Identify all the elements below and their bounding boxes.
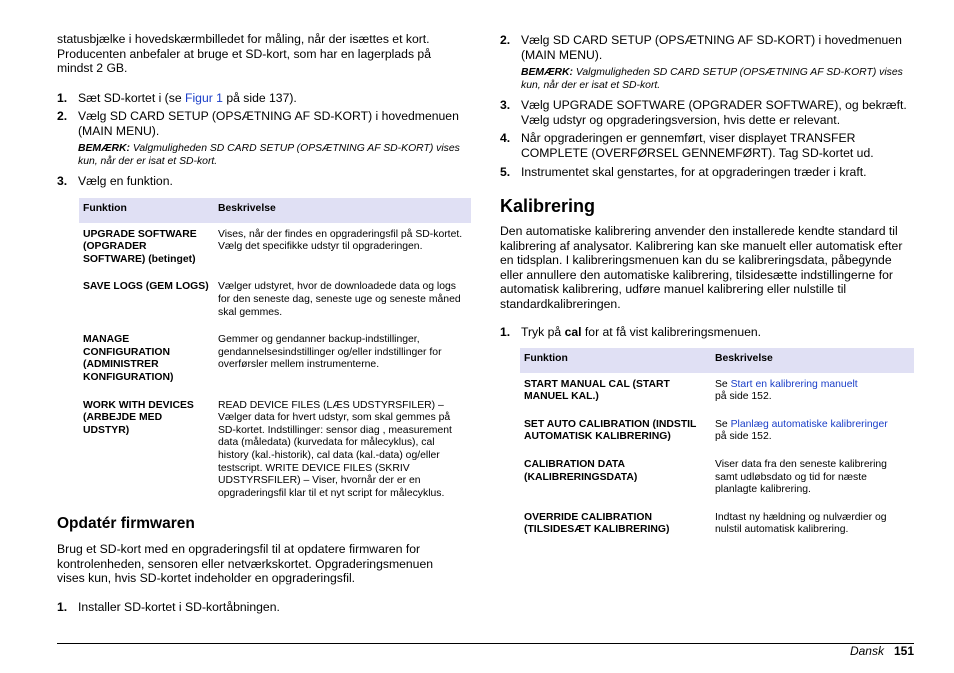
cal-key: cal bbox=[564, 325, 582, 339]
header-function: Funktion bbox=[79, 198, 214, 223]
footer-language: Dansk bbox=[849, 644, 884, 658]
function-name: START MANUAL CAL (START MANUEL KAL.) bbox=[524, 378, 670, 403]
function-name: MANAGE CONFIGURATION (ADMINISTRER KONFIGURATION) bbox=[83, 334, 174, 383]
function-name: UPGRADE SOFTWARE (OPGRADER SOFTWARE) (betinget) bbox=[83, 228, 197, 265]
figure-1-link[interactable]: Figur 1 bbox=[185, 91, 223, 105]
header-description: Beskrivelse bbox=[214, 198, 471, 223]
step-4-transfer-complete: 4. Når opgraderingen er gennemført, viser displayet TRANSFER COMPLETE (OVERFØRSEL GENNEMFØRT). Tag SD-kortet ud. bbox=[500, 131, 874, 160]
firmware-paragraph: Brug et SD-kort med en opgraderingsfil til at opdatere firmwaren for kontrolenheden, sensoren eller netværkskortet. Opgraderingsmenuen vises kun, hvis SD-kortet indeholder en opgraderingsfil. bbox=[57, 542, 433, 586]
calibration-paragraph: Den automatiske kalibrering anvender den installerede kendte standard til kalibrering af analysator. Kalibrering kan ske manuelt eller automatisk efter en tidsplan. I kalibreringsmenuen kan du se kalibreringsdata, påbegynde eller annullere den automatiske kalibrering, tilsidesætte indstillingerne for automatisk kalibrering, udføre manuel kalibrering eller nulstille til standardkalibreringen. bbox=[500, 224, 903, 311]
table-row bbox=[520, 453, 914, 506]
function-description: Se Start en kalibrering manuelt på side 152. bbox=[715, 378, 858, 403]
step-2-select-setup: 2. Vælg SD CARD SETUP (OPSÆTNING AF SD-KORT) i hovedmenuen (MAIN MENU). bbox=[57, 109, 459, 138]
function-name: SAVE LOGS (GEM LOGS) bbox=[83, 281, 209, 293]
page-footer bbox=[850, 644, 914, 658]
function-name: WORK WITH DEVICES (ARBEJDE MED UDSTYR) bbox=[83, 399, 194, 436]
step-number: 1. bbox=[57, 91, 68, 105]
step-1-insert: 1. Sæt SD-kortet i (se Figur 1 på side 137). bbox=[57, 91, 297, 105]
section-heading-firmware: Opdatér firmwaren bbox=[57, 515, 195, 532]
intro-paragraph: statusbjælke i hovedskærmbilledet for måling, når der isættes et kort. Producenten anbefaler at bruge et SD-kort, som har en lagerplads på mindst 2 GB. bbox=[57, 32, 431, 76]
table-row bbox=[79, 328, 471, 393]
table-row bbox=[79, 223, 471, 276]
step-3-upgrade: 3. Vælg UPGRADE SOFTWARE (OPGRADER SOFTWARE), og bekræft. Vælg udstyr og opgraderingsversion, hvis dette er relevant. bbox=[500, 98, 907, 127]
function-description: Vælger udstyret, hvor de downloadede data og logs for den seneste dag, seneste uge og seneste måned skal gemmes. bbox=[218, 281, 461, 318]
function-name: SET AUTO CALIBRATION (INDSTIL AUTOMATISK KALIBRERING) bbox=[524, 418, 697, 443]
footer-divider bbox=[57, 643, 914, 644]
function-description: Viser data fra den seneste kalibrering samt udløbsdato og tid for næste planlagte kalibrering. bbox=[715, 458, 887, 496]
step-3-select-function: 3. Vælg en funktion. bbox=[57, 174, 173, 188]
step-number: 2. bbox=[500, 33, 511, 47]
function-description: Se Planlæg automatiske kalibreringer på side 152. bbox=[715, 418, 888, 443]
sd-card-function-table bbox=[79, 198, 471, 509]
table-row bbox=[520, 506, 914, 546]
step-5-restart: 5. Instrumentet skal genstartes, for at opgraderingen træder i kraft. bbox=[500, 165, 867, 179]
function-description: Gemmer og gendanner backup-indstillinger, gendannelsesindstillinger og/eller indstillinger for overførsler mellem instrumenterne. bbox=[218, 334, 442, 371]
header-description: Beskrivelse bbox=[711, 348, 914, 373]
function-description: Vises, når der findes en opgraderingsfil på SD-kortet. Vælg det specifikke udstyr til opgraderingen. bbox=[218, 228, 463, 253]
step-2-select-setup: 2. Vælg SD CARD SETUP (OPSÆTNING AF SD-KORT) i hovedmenuen (MAIN MENU). bbox=[500, 33, 902, 62]
start-manual-cal-link[interactable]: Start en kalibrering manuelt bbox=[730, 378, 858, 390]
step-number: 3. bbox=[500, 98, 511, 112]
function-description: READ DEVICE FILES (LÆS UDSTYRSFILER) – Vælger data for hvert udstyr, som skal gemmes på SD-kortet. Indstillinger: sensor diag , measurement data (måledata) (kurvedata for målecyklus), cal history (kal.-historik), cal data (kal.-data) og/eller testscript. WRITE DEVICE FILES (SKRIV UDSTYRSFILER) – Viser, hvornår der er en opgraderingsfil klar til et nyt script for målecyklus. bbox=[218, 399, 452, 499]
header-function: Funktion bbox=[520, 348, 711, 373]
step-1-cal: 1. Tryk på cal for at få vist kalibreringsmenuen. bbox=[500, 325, 762, 339]
step-number: 5. bbox=[500, 165, 511, 179]
step-number: 4. bbox=[500, 131, 511, 145]
schedule-auto-cal-link[interactable]: Planlæg automatiske kalibreringer bbox=[730, 418, 888, 430]
table-row bbox=[520, 413, 914, 453]
table-row bbox=[79, 275, 471, 328]
function-description: Indtast ny hældning og nulværdier og nulstil automatisk kalibrering. bbox=[715, 511, 887, 536]
section-heading-calibration: Kalibrering bbox=[500, 196, 596, 216]
function-name: CALIBRATION DATA (KALIBRERINGSDATA) bbox=[524, 458, 638, 483]
note-sd-card: BEMÆRK: Valgmuligheden SD CARD SETUP (OPSÆTNING AF SD-KORT) vises kun, når der er isat et SD-kort. bbox=[78, 143, 460, 167]
step-number: 3. bbox=[57, 174, 68, 188]
table-header-row bbox=[520, 348, 914, 373]
function-name: OVERRIDE CALIBRATION (TILSIDESÆT KALIBRERING) bbox=[524, 511, 670, 536]
calibration-function-table bbox=[520, 348, 914, 546]
note-sd-card: BEMÆRK: Valgmuligheden SD CARD SETUP (OPSÆTNING AF SD-KORT) vises kun, når der er isat et SD-kort. bbox=[521, 67, 903, 91]
table-row bbox=[520, 373, 914, 413]
step-number: 1. bbox=[500, 325, 511, 339]
page-number: 151 bbox=[893, 644, 914, 658]
table-row bbox=[79, 394, 471, 510]
step-number: 2. bbox=[57, 109, 68, 123]
step-number: 1. bbox=[57, 600, 68, 614]
step-1-install: 1. Installer SD-kortet i SD-kortåbningen. bbox=[57, 600, 280, 614]
table-header-row bbox=[79, 198, 471, 223]
